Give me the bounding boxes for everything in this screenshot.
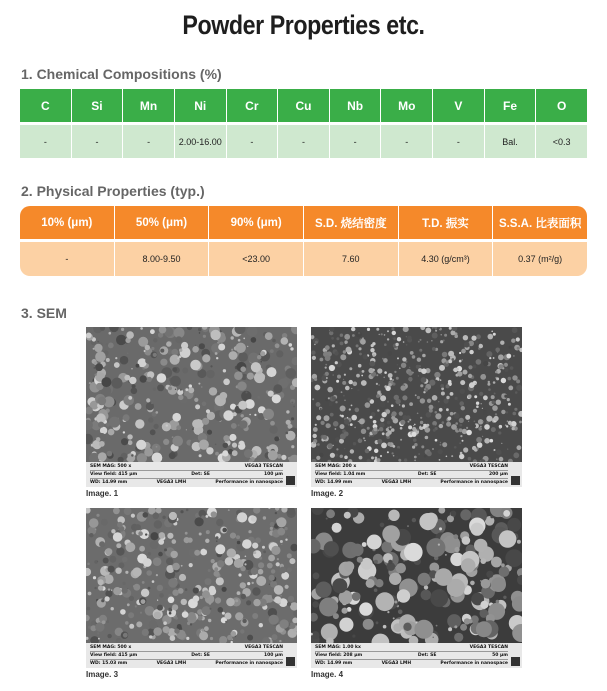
sem-info-perf: Performance in nanospace [215, 660, 283, 666]
phys-header-cell: S.S.A. 比表面积 [493, 206, 587, 239]
sem-info-vega: VEGA3 LMH [381, 479, 412, 485]
sem-caption: Image. 3 [86, 670, 119, 679]
chem-value-cell: 2.00-16.00 [175, 125, 226, 158]
sem-image [311, 508, 522, 668]
sem-info-mag: SEM MAG: 500 x [90, 644, 132, 650]
sem-micrograph [311, 508, 522, 643]
tescan-logo-icon [286, 476, 295, 485]
sem-info-wd: WD: 15.03 mm [90, 660, 128, 666]
sem-info-view: View field: 415 μm [90, 652, 138, 658]
chem-header-cell: Nb [330, 89, 381, 122]
sem-info-perf: Performance in nanospace [215, 479, 283, 485]
chemical-table [20, 89, 587, 158]
phys-header-cell: T.D. 振实 [399, 206, 493, 239]
phys-value-cell: 7.60 [304, 242, 398, 276]
sem-heading: 3. SEM [21, 305, 67, 321]
sem-info-vega: VEGA3 LMH [381, 660, 412, 666]
chem-value-cell: - [381, 125, 432, 158]
phys-value-cell: 8.00-9.50 [115, 242, 209, 276]
tescan-logo-icon [286, 657, 295, 666]
sem-image [86, 508, 297, 668]
sem-info-det: Det: SE [191, 652, 210, 658]
phys-value-cell: 0.37 (m²/g) [493, 242, 587, 276]
chem-value-cell: Bal. [485, 125, 536, 158]
chem-value-cell: - [330, 125, 381, 158]
physical-table [20, 206, 587, 276]
chem-header-cell: Ni [175, 89, 226, 122]
page-title: Powder Properties etc. [182, 10, 425, 40]
chem-value-cell: <0.3 [536, 125, 587, 158]
phys-header-cell: S.D. 烧结密度 [304, 206, 398, 239]
sem-info-wd: WD: 14.99 mm [315, 479, 353, 485]
chem-header-cell: Cu [278, 89, 329, 122]
sem-info-brand: VEGA3 TESCAN [244, 644, 283, 650]
sem-caption: Image. 4 [311, 670, 344, 679]
chem-header-cell: O [536, 89, 587, 122]
sem-info-brand: VEGA3 TESCAN [244, 463, 283, 469]
phys-value-cell: - [20, 242, 114, 276]
sem-micrograph [86, 508, 297, 643]
sem-info-perf: Performance in nanospace [440, 479, 508, 485]
sem-info-view: View field: 1.04 mm [315, 471, 366, 477]
chem-value-cell: - [227, 125, 278, 158]
sem-info-brand: VEGA3 TESCAN [469, 463, 508, 469]
sem-info-scale: 50 μm [492, 652, 508, 658]
chem-header-cell: Fe [485, 89, 536, 122]
chem-value-cell: - [72, 125, 123, 158]
sem-info-scale: 100 μm [264, 652, 283, 658]
chem-header-cell: Mn [123, 89, 174, 122]
sem-info-mag: SEM MAG: 1.00 kx [315, 644, 361, 650]
phys-header-cell: 50% (μm) [115, 206, 209, 239]
sem-info-scale: 200 μm [489, 471, 508, 477]
phys-header-cell: 90% (μm) [209, 206, 303, 239]
sem-info-brand: VEGA3 TESCAN [469, 644, 508, 650]
chem-header-cell: C [20, 89, 71, 122]
sem-info-perf: Performance in nanospace [440, 660, 508, 666]
sem-info-vega: VEGA3 LMH [156, 479, 187, 485]
sem-info-view: View field: 415 μm [90, 471, 138, 477]
phys-header-cell: 10% (μm) [20, 206, 114, 239]
sem-info-mag: SEM MAG: 200 x [315, 463, 357, 469]
sem-info-bar [311, 462, 522, 487]
chem-value-cell: - [278, 125, 329, 158]
chemical-heading: 1. Chemical Compositions (%) [21, 66, 222, 82]
sem-info-det: Det: SE [417, 652, 437, 658]
sem-info-bar [86, 643, 297, 668]
sem-info-det: Det: SE [191, 471, 210, 477]
chem-value-cell: - [123, 125, 174, 158]
sem-caption: Image. 1 [86, 489, 119, 498]
sem-info-scale: 100 μm [264, 471, 283, 477]
chem-header-cell: V [433, 89, 484, 122]
physical-heading: 2. Physical Properties (typ.) [21, 183, 205, 199]
sem-info-wd: WD: 14.99 mm [315, 660, 353, 666]
sem-caption: Image. 2 [311, 489, 344, 498]
sem-micrograph [311, 327, 522, 462]
chem-header-cell: Si [72, 89, 123, 122]
chem-value-cell: - [20, 125, 71, 158]
sem-info-mag: SEM MAG: 500 x [90, 463, 132, 469]
tescan-logo-icon [511, 657, 520, 666]
chem-header-cell: Cr [227, 89, 278, 122]
tescan-logo-icon [511, 476, 520, 485]
phys-value-cell: <23.00 [209, 242, 303, 276]
sem-info-wd: WD: 14.99 mm [90, 479, 128, 485]
sem-info-bar [311, 643, 522, 668]
phys-value-cell: 4.30 (g/cm³) [399, 242, 493, 276]
sem-info-view: View field: 208 μm [315, 652, 363, 658]
sem-image [86, 327, 297, 487]
sem-micrograph [86, 327, 297, 462]
sem-image [311, 327, 522, 487]
sem-info-vega: VEGA3 LMH [156, 660, 187, 666]
sem-info-bar [86, 462, 297, 487]
chem-value-cell: - [433, 125, 484, 158]
chem-header-cell: Mo [381, 89, 432, 122]
sem-info-det: Det: SE [417, 471, 437, 477]
